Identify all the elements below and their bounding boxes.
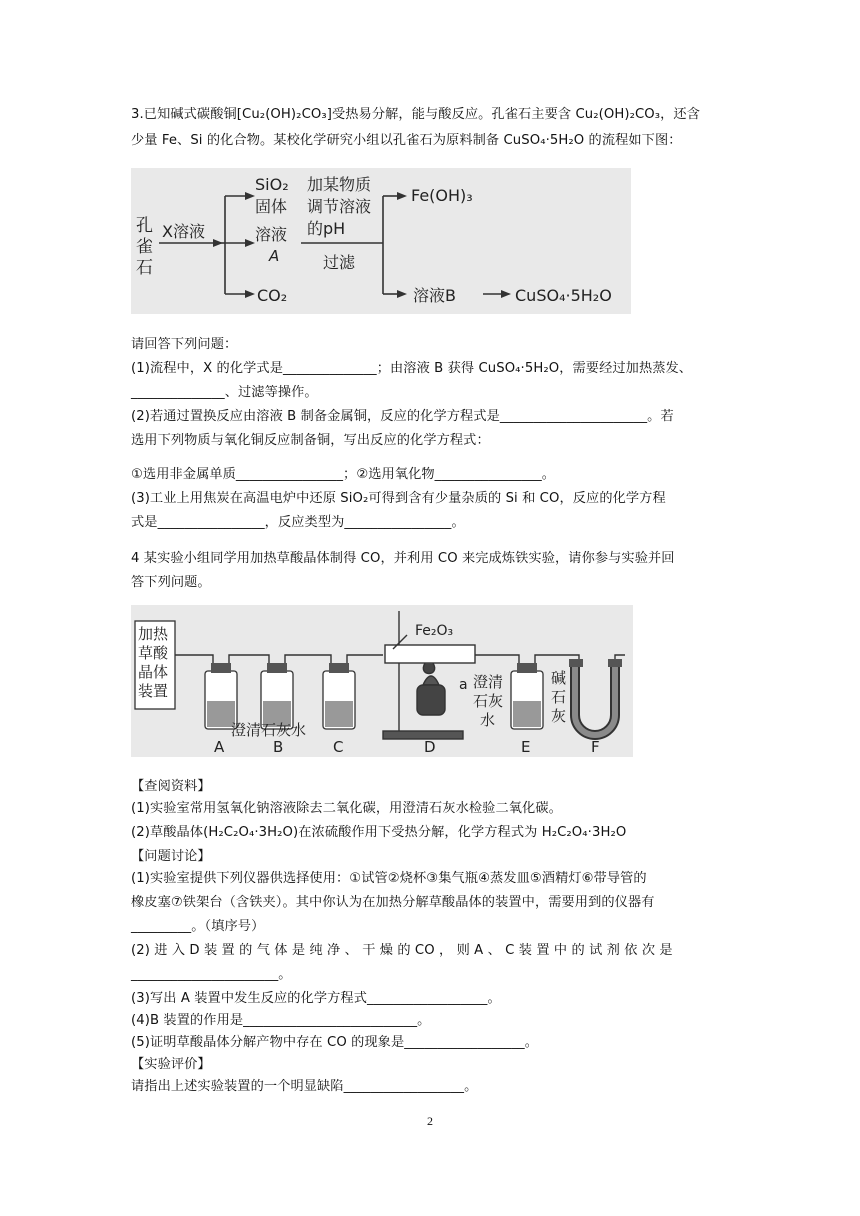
q3-sub3-line-2: 式是________________，反应类型为________________。: [131, 515, 465, 530]
label-e: E: [521, 738, 531, 756]
limewater-label: 澄清石灰水: [231, 721, 307, 739]
label-c: C: [333, 738, 344, 756]
flow-start-char-3: 石: [136, 258, 153, 278]
soda-lime-2: 石: [551, 688, 567, 706]
label-a: A: [214, 738, 225, 756]
q3-line-2: 少量 Fe、Si 的化合物。某校化学研究小组以孔雀石为原料制备 CuSO₄·5H₂O 的流程如下图：: [131, 133, 682, 148]
bottle-e: [511, 663, 543, 729]
q4-line-2: 答下列问题。: [131, 575, 211, 590]
discuss-4: (4)B 装置的作用是__________________________。: [131, 1013, 431, 1028]
source-text-3: 晶体: [138, 663, 169, 681]
source-text-1: 加热: [138, 625, 169, 643]
flow-solid: 固体: [255, 197, 288, 216]
bottle-a: [205, 663, 237, 729]
flow-co2: CO₂: [257, 286, 288, 305]
q3-sub2-line-3: ①选用非金属单质________________；②选用氧化物________________。: [131, 467, 556, 482]
info-1: (1)实验室常用氢氧化钠溶液除去二氧化碳，用澄清石灰水检验二氧化碳。: [131, 801, 562, 816]
q3-line-1: 3.已知碱式碳酸铜[Cu₂(OH)₂CO₃]受热易分解，能与酸反应。孔雀石主要含 Cu₂(OH)₂CO₃，还含: [131, 107, 701, 122]
page-number: 2: [427, 1114, 433, 1128]
flow-adjust-2: 调节溶液: [307, 197, 372, 216]
source-text-4: 装置: [138, 682, 169, 700]
q3-sub1-line-1: (1)流程中，X 的化学式是______________；由溶液 B 获得 CuSO₄·5H₂O，需要经过加热蒸发、: [131, 361, 693, 376]
flow-product: CuSO₄·5H₂O: [515, 286, 612, 305]
soda-lime-3: 灰: [551, 707, 567, 725]
q3-sub1-line-2: ______________、过滤等操作。: [131, 385, 318, 400]
flow-start-char-2: 雀: [136, 237, 153, 257]
q3-sub2-line-1: (2)若通过置换反应由溶液 B 制备金属铜，反应的化学方程式是______________________。若: [131, 409, 674, 424]
eval-heading: 【实验评价】: [131, 1057, 211, 1072]
discuss-1-line-1: (1)实验室提供下列仪器供选择使用：①试管②烧杯③集气瓶④蒸发皿⑤酒精灯⑥带导管的: [131, 871, 647, 886]
soda-lime-1: 碱: [551, 669, 567, 687]
q3-sub3-line-1: (3)工业上用焦炭在高温电炉中还原 SiO₂可得到含有少量杂质的 Si 和 CO，反应的化学方程: [131, 491, 666, 506]
eval-text: 请指出上述实验装置的一个明显缺陷__________________。: [131, 1079, 478, 1094]
q3-sub2-line-2: 选用下列物质与氧化铜反应制备铜，写出反应的化学方程式：: [131, 433, 490, 448]
info-heading: 【查阅资料】: [131, 779, 211, 794]
flow-adjust-3: 的pH: [307, 219, 346, 238]
flow-sio2: SiO₂: [255, 175, 289, 194]
point-a-label: a: [459, 677, 468, 693]
limewater-v-1: 澄清: [473, 673, 504, 691]
bottle-c: [323, 663, 355, 729]
q4-line-1: 4 某实验小组同学用加热草酸晶体制得 CO，并利用 CO 来完成炼铁实验，请你参与实验并回: [131, 551, 675, 566]
flow-solution-b: 溶液B: [413, 286, 456, 305]
source-text-2: 草酸: [138, 644, 169, 662]
q4-apparatus-diagram: [131, 605, 633, 757]
discuss-5: (5)证明草酸晶体分解产物中存在 CO 的现象是__________________。: [131, 1035, 539, 1050]
discuss-3: (3)写出 A 装置中发生反应的化学方程式__________________。: [131, 991, 501, 1006]
q3-flow-diagram: [131, 168, 631, 314]
flow-solution-a: 溶液: [255, 225, 288, 244]
fe2o3-label: Fe₂O₃: [415, 623, 454, 639]
discuss-2-line-2: ______________________。: [131, 967, 292, 982]
label-d: D: [424, 738, 436, 756]
q3-prompt: 请回答下列问题：: [131, 337, 238, 352]
flow-filter: 过滤: [323, 253, 356, 272]
label-b: B: [273, 738, 284, 756]
flow-start-char-1: 孔: [136, 216, 153, 236]
u-tube-f: [569, 659, 622, 735]
flow-x-solution: X溶液: [162, 222, 205, 241]
flow-a-label: A: [269, 247, 280, 265]
flow-feoh3: Fe(OH)₃: [411, 186, 473, 205]
bottle-b: [261, 663, 293, 729]
label-f: F: [591, 738, 600, 756]
info-2: (2)草酸晶体(H₂C₂O₄·3H₂O)在浓硫酸作用下受热分解，化学方程式为 H₂C₂O₄·3H₂O: [131, 825, 627, 840]
flow-adjust-1: 加某物质: [307, 175, 372, 194]
discuss-1-line-2: 橡皮塞⑦铁架台（含铁夹）。其中你认为在加热分解草酸晶体的装置中，需要用到的仪器有: [131, 895, 655, 910]
limewater-v-2: 石灰: [473, 692, 504, 710]
discuss-2-line-1: (2) 进 入 D 装 置 的 气 体 是 纯 净 、 干 燥 的 CO ， 则 A 、 C 装 置 中 的 试 剂 依 次 是: [131, 943, 673, 958]
discuss-heading: 【问题讨论】: [131, 849, 211, 864]
limewater-v-3: 水: [480, 711, 496, 729]
discuss-1-line-3: _________。（填序号）: [131, 919, 265, 934]
